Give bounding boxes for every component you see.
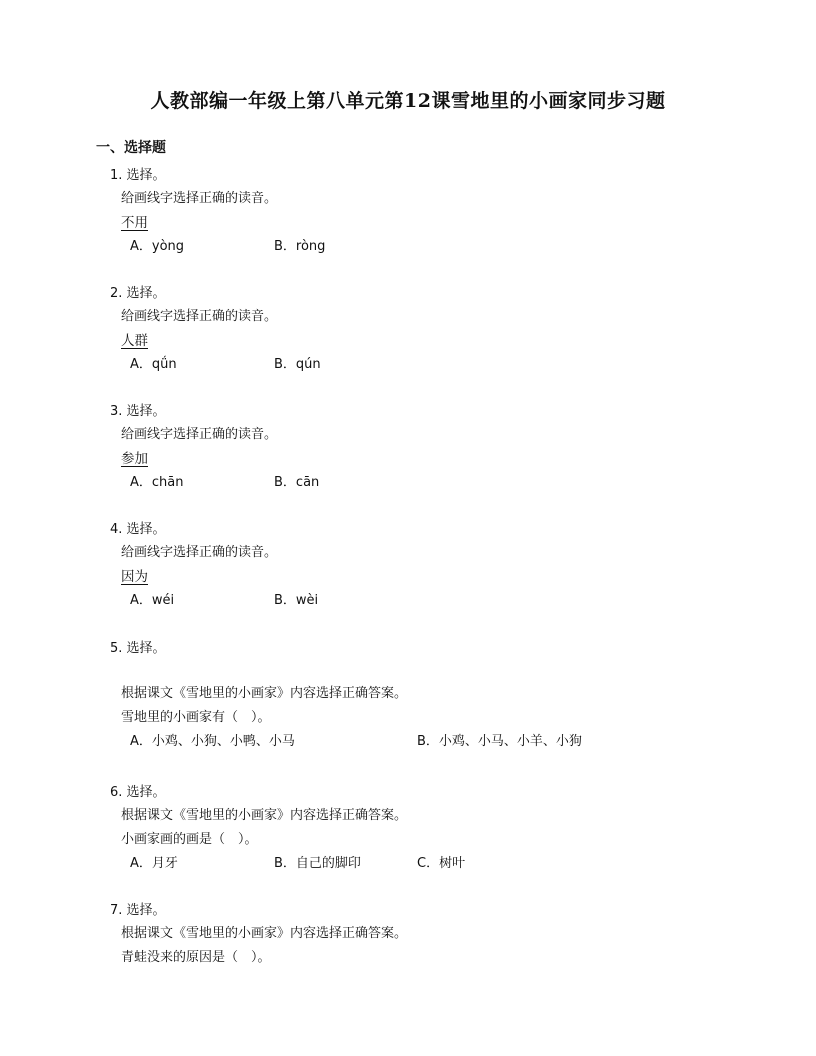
question-6 — [110, 782, 770, 876]
question-3 — [110, 401, 770, 495]
underlined-word: 因为 — [121, 569, 148, 585]
question-number: 7. — [110, 903, 123, 918]
question-prompt: 选择。 — [126, 286, 166, 301]
section-heading: 一、选择题 — [96, 140, 166, 156]
question-instruction: 给画线字选择正确的读音。 — [121, 191, 278, 206]
underlined-word: 参加 — [121, 451, 148, 467]
option-a[interactable]: A．小鸡、小狗、小鸭、小马 — [130, 734, 295, 749]
question-number: 1. — [110, 168, 123, 183]
question-head — [110, 900, 770, 922]
options-row — [110, 589, 770, 613]
option-a[interactable]: A．yòng — [130, 239, 185, 254]
question-number: 2. — [110, 286, 123, 301]
question-2 — [110, 283, 770, 377]
options-row — [110, 235, 770, 259]
question-prompt: 选择。 — [126, 785, 166, 800]
question-stem: 小画家画的画是（ ）。 — [121, 832, 258, 847]
option-c[interactable]: C．树叶 — [417, 856, 466, 871]
question-head — [110, 638, 770, 660]
question-number: 3. — [110, 404, 123, 419]
question-7 — [110, 900, 770, 970]
question-prompt: 选择。 — [126, 522, 166, 537]
option-b[interactable]: B．ròng — [274, 239, 326, 254]
option-b[interactable]: B．小鸡、小马、小羊、小狗 — [417, 734, 582, 749]
option-b[interactable]: B．自己的脚印 — [274, 856, 361, 871]
underlined-word: 人群 — [121, 333, 148, 349]
option-a[interactable]: A．chān — [130, 475, 184, 490]
question-word — [110, 211, 770, 235]
question-number: 6. — [110, 785, 123, 800]
question-prompt: 选择。 — [126, 641, 166, 656]
question-instruction: 根据课文《雪地里的小画家》内容选择正确答案。 — [121, 926, 408, 941]
question-1 — [110, 165, 770, 259]
spacer — [110, 660, 770, 682]
question-instruction: 给画线字选择正确的读音。 — [121, 427, 278, 442]
question-number: 5. — [110, 641, 123, 656]
options-row — [110, 471, 770, 495]
underlined-word: 不用 — [121, 215, 148, 231]
question-instruction: 根据课文《雪地里的小画家》内容选择正确答案。 — [121, 808, 408, 823]
question-word — [110, 329, 770, 353]
options-row — [110, 852, 770, 876]
options-row — [110, 353, 770, 377]
question-instruction: 给画线字选择正确的读音。 — [121, 545, 278, 560]
question-prompt: 选择。 — [126, 404, 166, 419]
question-head — [110, 782, 770, 804]
question-head — [110, 401, 770, 423]
option-a[interactable]: A．月牙 — [130, 856, 178, 871]
option-b[interactable]: B．wèi — [274, 593, 319, 608]
question-instruction: 给画线字选择正确的读音。 — [121, 309, 278, 324]
question-4 — [110, 519, 770, 613]
question-prompt: 选择。 — [126, 903, 166, 918]
question-head — [110, 165, 770, 187]
question-number: 4. — [110, 522, 123, 537]
options-row — [110, 730, 770, 754]
option-b[interactable]: B．qún — [274, 357, 321, 372]
option-a[interactable]: A．qǘn — [130, 357, 177, 372]
question-head — [110, 283, 770, 305]
question-stem: 青蛙没来的原因是（ ）。 — [121, 950, 271, 965]
question-stem: 雪地里的小画家有（ ）。 — [121, 710, 271, 725]
question-prompt: 选择。 — [126, 168, 166, 183]
option-b[interactable]: B．cān — [274, 475, 320, 490]
question-word — [110, 565, 770, 589]
question-head — [110, 519, 770, 541]
question-5 — [110, 638, 770, 754]
option-a[interactable]: A．wéi — [130, 593, 175, 608]
question-instruction: 根据课文《雪地里的小画家》内容选择正确答案。 — [121, 686, 408, 701]
page-title: 人教部编一年级上第八单元第12课雪地里的小画家同步习题 — [150, 90, 666, 112]
question-word — [110, 447, 770, 471]
